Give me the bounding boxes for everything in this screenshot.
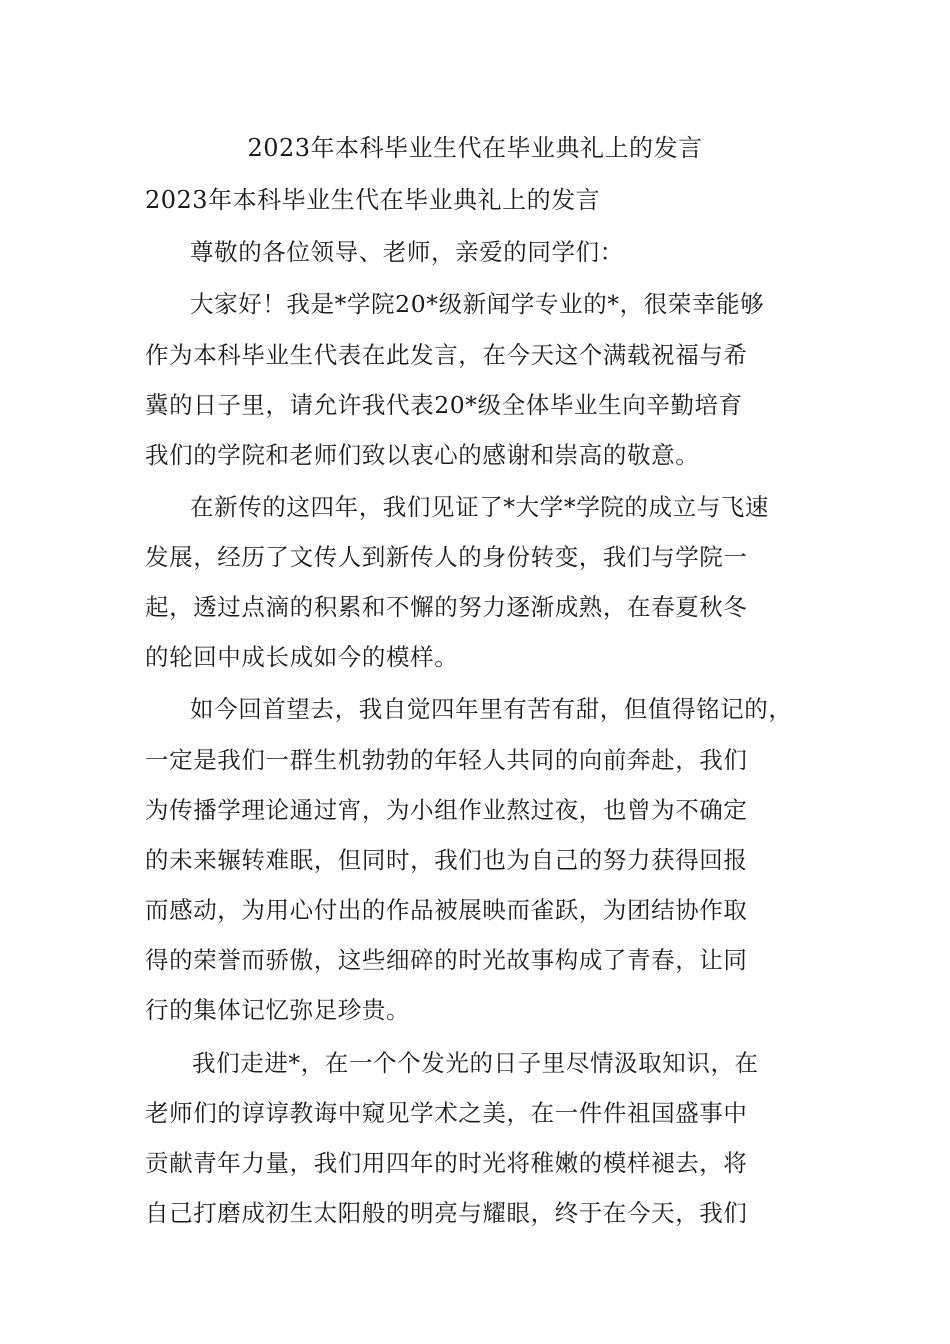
paragraph-line: 起，透过点滴的积累和不懈的努力逐渐成熟，在春夏秋冬	[145, 593, 748, 621]
paragraph-line: 一定是我们一群生机勃勃的年轻人共同的向前奔赴，我们	[145, 746, 748, 774]
paragraph-line: 贡献青年力量，我们用四年的时光将稚嫩的模样褪去，将	[145, 1149, 748, 1177]
paragraph-line: 自己打磨成初生太阳般的明亮与耀眼，终于在今天，我们	[145, 1199, 748, 1227]
document-subtitle: 2023年本科毕业生代在毕业典礼上的发言	[145, 186, 601, 214]
paragraph-line: 如今回首望去，我自觉四年里有苦有甜，但值得铭记的，	[190, 695, 793, 723]
paragraph-line: 冀的日子里，请允许我代表20*级全体毕业生向辛勤培育	[145, 391, 743, 419]
paragraph-line: 的未来辗转难眠，但同时，我们也为自己的努力获得回报	[145, 846, 748, 874]
paragraph-line: 得的荣誉而骄傲，这些细碎的时光故事构成了青春，让同	[145, 946, 748, 974]
paragraph-line: 发展，经历了文传人到新传人的身份转变，我们与学院一	[145, 543, 748, 571]
paragraph-line: 行的集体记忆弥足珍贵。	[145, 996, 411, 1024]
paragraph-line: 在新传的这四年，我们见证了*大学*学院的成立与飞速	[190, 493, 769, 521]
paragraph-line: 为传播学理论通过宵，为小组作业熬过夜，也曾为不确定	[145, 796, 748, 824]
paragraph-line: 大家好！我是*学院20*级新闻学专业的*，很荣幸能够	[190, 290, 765, 318]
paragraph-line: 我们的学院和老师们致以衷心的感谢和崇高的敬意。	[145, 441, 700, 469]
paragraph-line: 老师们的谆谆教诲中窥见学术之美，在一件件祖国盛事中	[145, 1099, 748, 1127]
paragraph-line: 作为本科毕业生代表在此发言，在今天这个满载祝福与希	[145, 341, 748, 369]
document-title: 2023年本科毕业生代在毕业典礼上的发言	[247, 134, 703, 162]
salutation: 尊敬的各位领导、老师，亲爱的同学们：	[190, 238, 624, 266]
paragraph-line: 而感动，为用心付出的作品被展映而雀跃，为团结协作取	[145, 896, 748, 924]
paragraph-line: 的轮回中成长成如今的模样。	[145, 643, 459, 671]
paragraph-line: 我们走进*，在一个个发光的日子里尽情汲取知识，在	[192, 1049, 759, 1077]
